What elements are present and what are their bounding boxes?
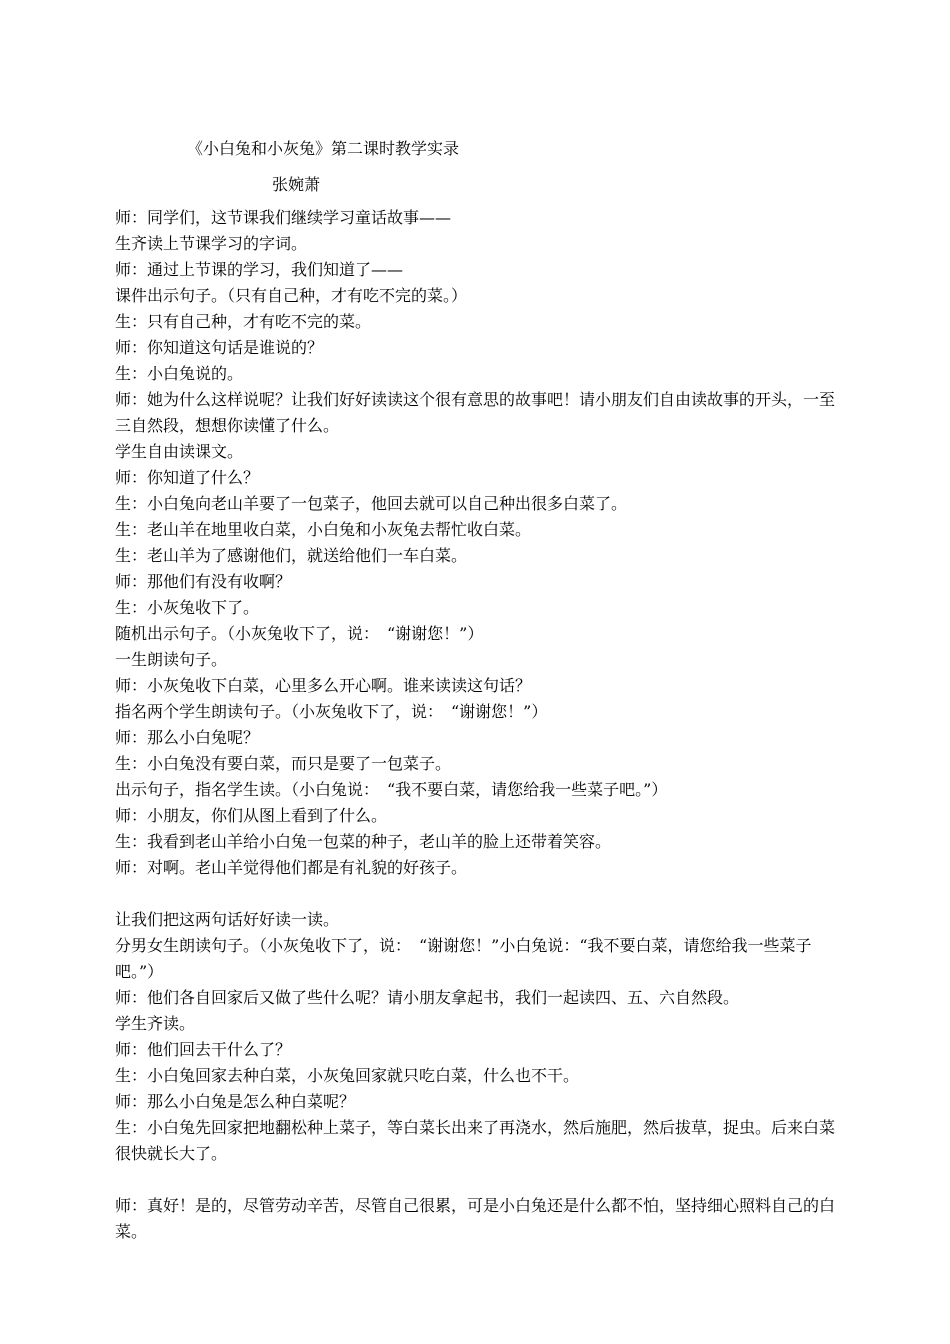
paragraph: 生：小灰兔收下了。	[115, 598, 260, 617]
paragraph: 生：只有自己种，才有吃不完的菜。	[115, 312, 372, 331]
paragraph: 师：小灰兔收下白菜，心里多么开心啊。谁来读读这句话？	[115, 676, 532, 695]
paragraph: 师：他们各自回家后又做了些什么呢？请小朋友拿起书，我们一起读四、五、六自然段。	[115, 988, 740, 1007]
paragraph: 课件出示句子。（只有自己种，才有吃不完的菜。）	[115, 286, 468, 305]
paragraph: 学生齐读。	[115, 1014, 196, 1033]
paragraph: 生：小白兔没有要白菜，而只是要了一包菜子。	[115, 754, 452, 773]
paragraph: 生：老山羊为了感谢他们，就送给他们一车白菜。	[115, 546, 468, 565]
paragraph: 指名两个学生朗读句子。（小灰兔收下了，说： “谢谢您！”）	[115, 702, 548, 721]
document-author: 张婉萧	[272, 175, 321, 194]
paragraph: 师：她为什么这样说呢？让我们好好读读这个很有意思的故事吧！请小朋友们自由读故事的开头，一至三自然段，想想你读懂了什么。	[115, 390, 836, 435]
blank-line	[115, 881, 841, 907]
paragraph: 生齐读上节课学习的字词。	[115, 234, 308, 253]
section-1	[115, 205, 841, 881]
paragraph: 分男女生朗读句子。（小灰兔收下了，说： “谢谢您！”小白兔说：“我不要白菜，请您给我一些菜子吧。”）	[115, 936, 812, 981]
paragraph: 师：你知道了什么？	[115, 468, 260, 487]
paragraph: 师：他们回去干什么了？	[115, 1040, 292, 1059]
paragraph: 生：老山羊在地里收白菜，小白兔和小灰兔去帮忙收白菜。	[115, 520, 532, 539]
paragraph: 师：对啊。老山羊觉得他们都是有礼貌的好孩子。	[115, 858, 468, 877]
paragraph: 让我们把这两句话好好读一读。	[115, 910, 340, 929]
section-3	[115, 1193, 841, 1245]
paragraph: 随机出示句子。（小灰兔收下了，说： “谢谢您！”）	[115, 624, 484, 643]
paragraph: 师：同学们，这节课我们继续学习童话故事——	[115, 208, 452, 227]
paragraph: 出示句子，指名学生读。（小白兔说： “我不要白菜，请您给我一些菜子吧。”）	[115, 780, 668, 799]
paragraph: 生：小白兔向老山羊要了一包菜子，他回去就可以自己种出很多白菜了。	[115, 494, 628, 513]
paragraph: 师：小朋友，你们从图上看到了什么。	[115, 806, 388, 825]
paragraph: 生：小白兔回家去种白菜，小灰兔回家就只吃白菜，什么也不干。	[115, 1066, 580, 1085]
paragraph: 生：小白兔说的。	[115, 364, 244, 383]
paragraph: 师：那他们有没有收啊？	[115, 572, 292, 591]
paragraph: 师：通过上节课的学习，我们知道了——	[115, 260, 404, 279]
paragraph: 一生朗读句子。	[115, 650, 228, 669]
paragraph: 师：你知道这句话是谁说的？	[115, 338, 324, 357]
paragraph: 师：那么小白兔呢？	[115, 728, 260, 747]
section-2	[115, 907, 841, 1167]
paragraph: 生：我看到老山羊给小白兔一包菜的种子，老山羊的脸上还带着笑容。	[115, 832, 612, 851]
document-body	[115, 205, 841, 1245]
paragraph: 学生自由读课文。	[115, 442, 244, 461]
paragraph: 师：真好！是的，尽管劳动辛苦，尽管自己很累，可是小白兔还是什么都不怕，坚持细心照料自己的白菜。	[115, 1196, 836, 1241]
document-title: 《小白兔和小灰兔》第二课时教学实录	[187, 139, 460, 158]
paragraph: 师：那么小白兔是怎么种白菜呢？	[115, 1092, 356, 1111]
paragraph: 生：小白兔先回家把地翻松种上菜子，等白菜长出来了再浇水，然后施肥，然后拔草，捉虫。后来白菜很快就长大了。	[115, 1118, 836, 1163]
blank-line	[115, 1167, 841, 1193]
